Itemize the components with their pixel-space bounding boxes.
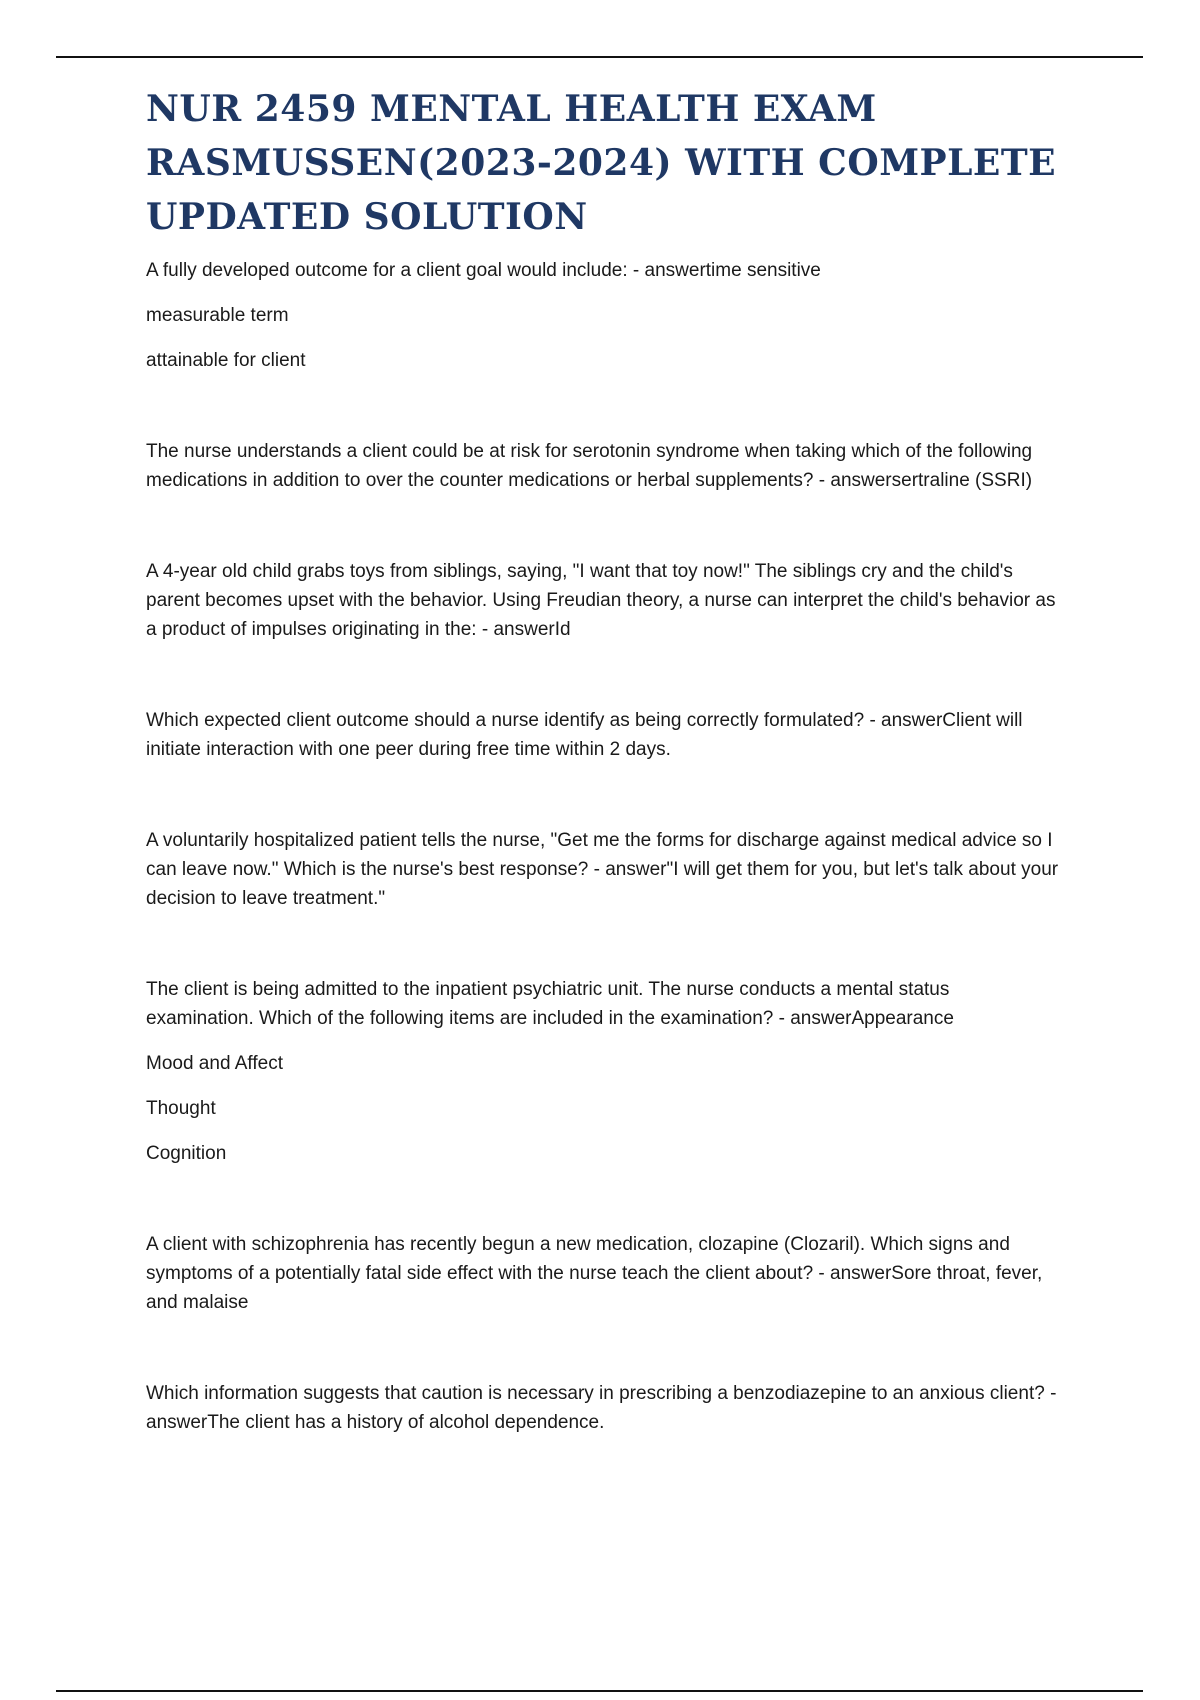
answer-line: attainable for client <box>146 350 306 371</box>
answer-line: measurable term <box>146 305 289 326</box>
answer-line: Mood and Affect <box>146 1053 283 1074</box>
top-rule <box>56 56 1143 58</box>
question-5: A voluntarily hospitalized patient tells the nurse, "Get me the forms for discharge against medical advice so I can leave now." Which is the nurse's best response? - answer"I will get them for you, but let's talk about your decision to leave treatment." <box>146 830 1059 909</box>
question-3: A 4-year old child grabs toys from siblings, saying, "I want that toy now!" The siblings cry and the child's parent becomes upset with the behavior. Using Freudian theory, a nurse can interpret the child's behavior as a product of impulses originating in the: - answerId <box>146 561 1056 640</box>
question-1: A fully developed outcome for a client goal would include: - answertime sensitive <box>146 260 821 281</box>
question-4: Which expected client outcome should a nurse identify as being correctly formulated? - answerClient will initiate interaction with one peer during free time within 2 days. <box>146 710 1023 760</box>
answer-line: Thought <box>146 1098 216 1119</box>
bottom-rule <box>56 1690 1143 1692</box>
answer-line: Cognition <box>146 1143 227 1164</box>
question-2: The nurse understands a client could be at risk for serotonin syndrome when taking which of the following medications in addition to over the counter medications or herbal supplements? - answersertraline (SSRI) <box>146 441 1033 491</box>
question-6: The client is being admitted to the inpatient psychiatric unit. The nurse conducts a mental status examination. Which of the following items are included in the examination? - answerAppearance <box>146 979 954 1029</box>
document-title: NUR 2459 MENTAL HEALTH EXAM RASMUSSEN(2023-2024) WITH COMPLETE UPDATED SOLUTION <box>146 88 1057 238</box>
document-body <box>146 256 1061 1437</box>
question-7: A client with schizophrenia has recently begun a new medication, clozapine (Clozaril). Which signs and symptoms of a potentially fatal side effect with the nurse teach the client about? - answerSore throat, fever, and malaise <box>146 1234 1043 1313</box>
question-8: Which information suggests that caution is necessary in prescribing a benzodiazepine to an anxious client? - answerThe client has a history of alcohol dependence. <box>146 1383 1057 1433</box>
